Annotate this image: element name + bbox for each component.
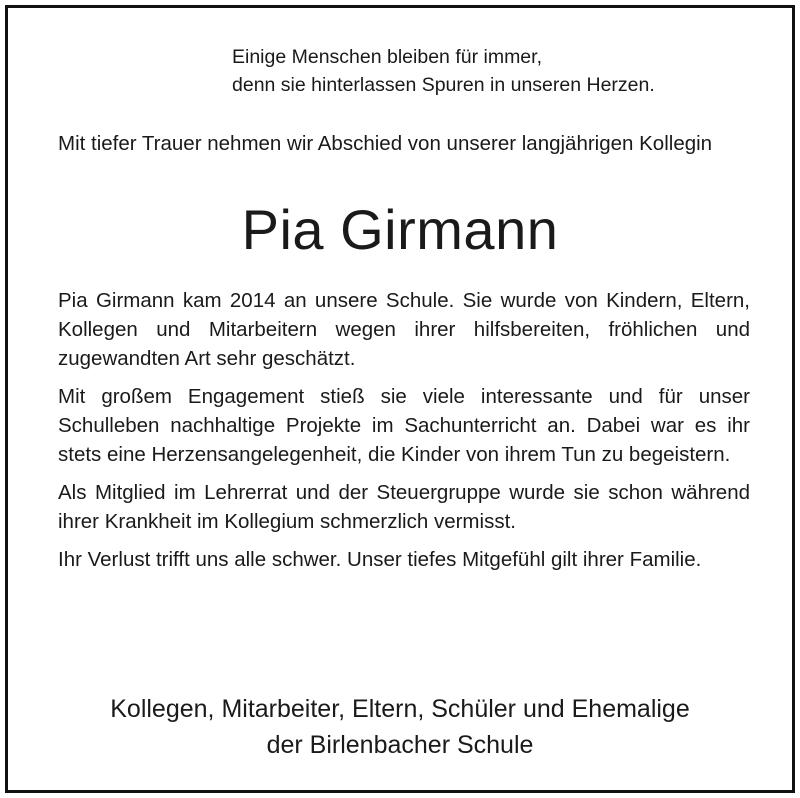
obituary-notice [5, 5, 795, 793]
quote-line-2: denn sie hinterlassen Spuren in unseren Herzen. [232, 74, 655, 96]
tribute-paragraph-1: Pia Girmann kam 2014 an unsere Schule. Sie wurde von Kindern, Eltern, Kollegen und Mitarbeitern wegen ihrer hilfsbereiten, fröhlichen und zugewandten Art sehr geschätzt. [58, 289, 750, 370]
tribute-paragraph-3: Als Mitglied im Lehrerrat und der Steuergruppe wurde sie schon während ihrer Krankheit im Kollegium schmerzlich vermisst. [58, 481, 750, 533]
deceased-name: Pia Girmann [241, 198, 559, 261]
tribute-paragraph-4: Ihr Verlust trifft uns alle schwer. Unser tiefes Mitgefühl gilt ihrer Familie. [58, 548, 702, 571]
intro-text: Mit tiefer Trauer nehmen wir Abschied von unserer langjährigen Kollegin [58, 132, 713, 155]
memorial-quote [232, 43, 655, 99]
signature [8, 691, 792, 763]
signature-line-2: der Birlenbacher Schule [266, 731, 534, 759]
tribute-paragraph-2: Mit großem Engagement stieß sie viele interessante und für unser Schulleben nachhaltige Projekte im Sachunterricht an. Dabei war es ihr stets eine Herzensangelegenheit, die Kinder von ihrem Tun zu begeistern. [58, 385, 750, 466]
quote-line-1: Einige Menschen bleiben für immer, [232, 46, 542, 68]
signature-line-1: Kollegen, Mitarbeiter, Eltern, Schüler und Ehemalige [110, 695, 690, 723]
tribute-body [58, 286, 750, 583]
